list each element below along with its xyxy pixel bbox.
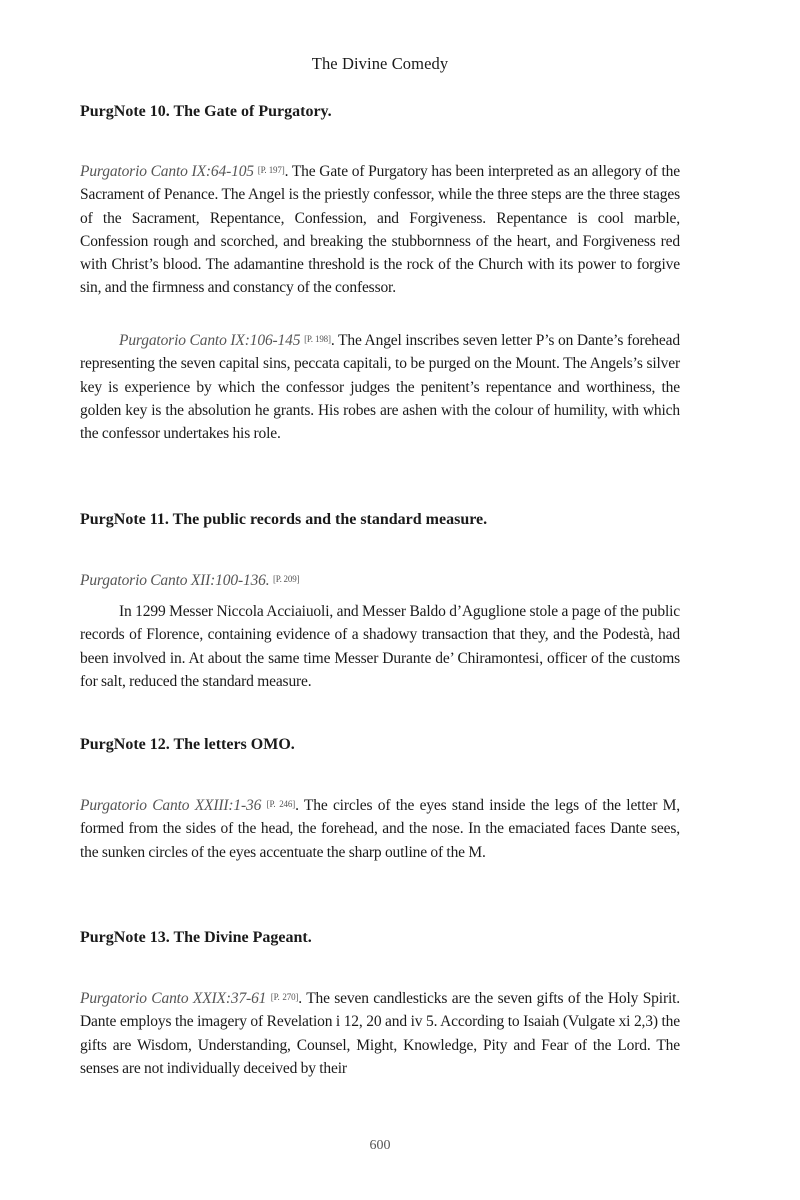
note-body <box>80 793 680 864</box>
page-reference: [P. 246] <box>266 799 296 809</box>
page-reference: [P. 197] <box>257 165 285 175</box>
paragraph-text: . The Angel inscribes seven letter P’s on Dante’s forehead representing the seven capital sins, peccata capitali, to be purged on the Mount. The Angels’s silver key is experience by which the confessor judges the penitent’s repentance and worthiness, the golden key is the absolution he grants. His robes are ashen with the colour of humility, with which the confessor undertakes his role. <box>80 332 680 443</box>
page-reference: [P. 209] <box>272 574 300 584</box>
note-paragraph <box>80 159 680 300</box>
running-title: The Divine Comedy <box>311 54 449 73</box>
note-body <box>80 986 680 1080</box>
note-paragraph: In 1299 Messer Niccola Acciaiuoli, and Messer Baldo d’Aguglione stole a page of the public records of Florence, containing evidence of a shadowy transaction that they, and the Podestà, had been involved in. At about the same time Messer Durante de’ Chiramontesi, officer of the customs for salt, reduced the standard measure. <box>80 603 680 690</box>
document-page <box>80 0 680 1200</box>
note-body <box>80 328 680 445</box>
note-paragraph <box>80 328 680 445</box>
page-reference: [P. 270] <box>270 992 299 1002</box>
canto-reference: Purgatorio Canto XII:100-136. <box>80 572 270 589</box>
page-number: 600 <box>369 1138 391 1153</box>
note-section <box>80 733 680 757</box>
note-heading: PurgNote 11. The public records and the standard measure. <box>80 511 488 528</box>
canto-reference: Purgatorio Canto XXIII:1-36 <box>80 797 262 814</box>
note-heading: PurgNote 13. The Divine Pageant. <box>80 929 312 946</box>
note-body <box>80 568 680 592</box>
note-paragraph <box>80 986 680 1080</box>
note-heading: PurgNote 12. The letters OMO. <box>80 736 295 753</box>
canto-reference: Purgatorio Canto IX:106-145 <box>119 332 301 349</box>
paragraph-text: . The circles of the eyes stand inside the legs of the letter M, formed from the sides of the head, the forehead, and the nose. In the emaciated faces Dante sees, the sunken circles of the eyes accentuate the sharp outline of the M. <box>80 797 680 861</box>
note-section <box>80 926 680 950</box>
canto-reference: Purgatorio Canto XXIX:37-61 <box>80 990 267 1007</box>
note-paragraph <box>80 568 680 592</box>
note-section <box>80 508 680 532</box>
note-section <box>80 100 680 124</box>
paragraph-text: . The seven candlesticks are the seven gifts of the Holy Spirit. Dante employs the imagery of Revelation i 12, 20 and iv 5. According to Isaiah (Vulgate xi 2,3) the gifts are Wisdom, Understanding, Counsel, Might, Knowledge, Pity and Fear of the Lord. The senses are not individually deceived by their <box>80 990 680 1077</box>
note-body <box>80 159 680 300</box>
note-paragraph <box>80 793 680 864</box>
canto-reference: Purgatorio Canto IX:64-105 <box>80 163 254 180</box>
note-heading: PurgNote 10. The Gate of Purgatory. <box>80 103 332 120</box>
note-body <box>80 600 680 693</box>
page-reference: [P. 198] <box>304 334 331 344</box>
paragraph-text: . The Gate of Purgatory has been interpreted as an allegory of the Sacrament of Penance. The Angel is the priestly confessor, while the three steps are the three stages of the Sacrament, Repentance, Confession, and Forgiveness. Repentance is cool marble, Confession rough and scorched, and breaking the stubbornness of the heart, and Forgiveness red with Christ’s blood. The adamantine threshold is the rock of the Church with its power to forgive sin, and the firmness and constancy of the confessor. <box>80 163 680 297</box>
